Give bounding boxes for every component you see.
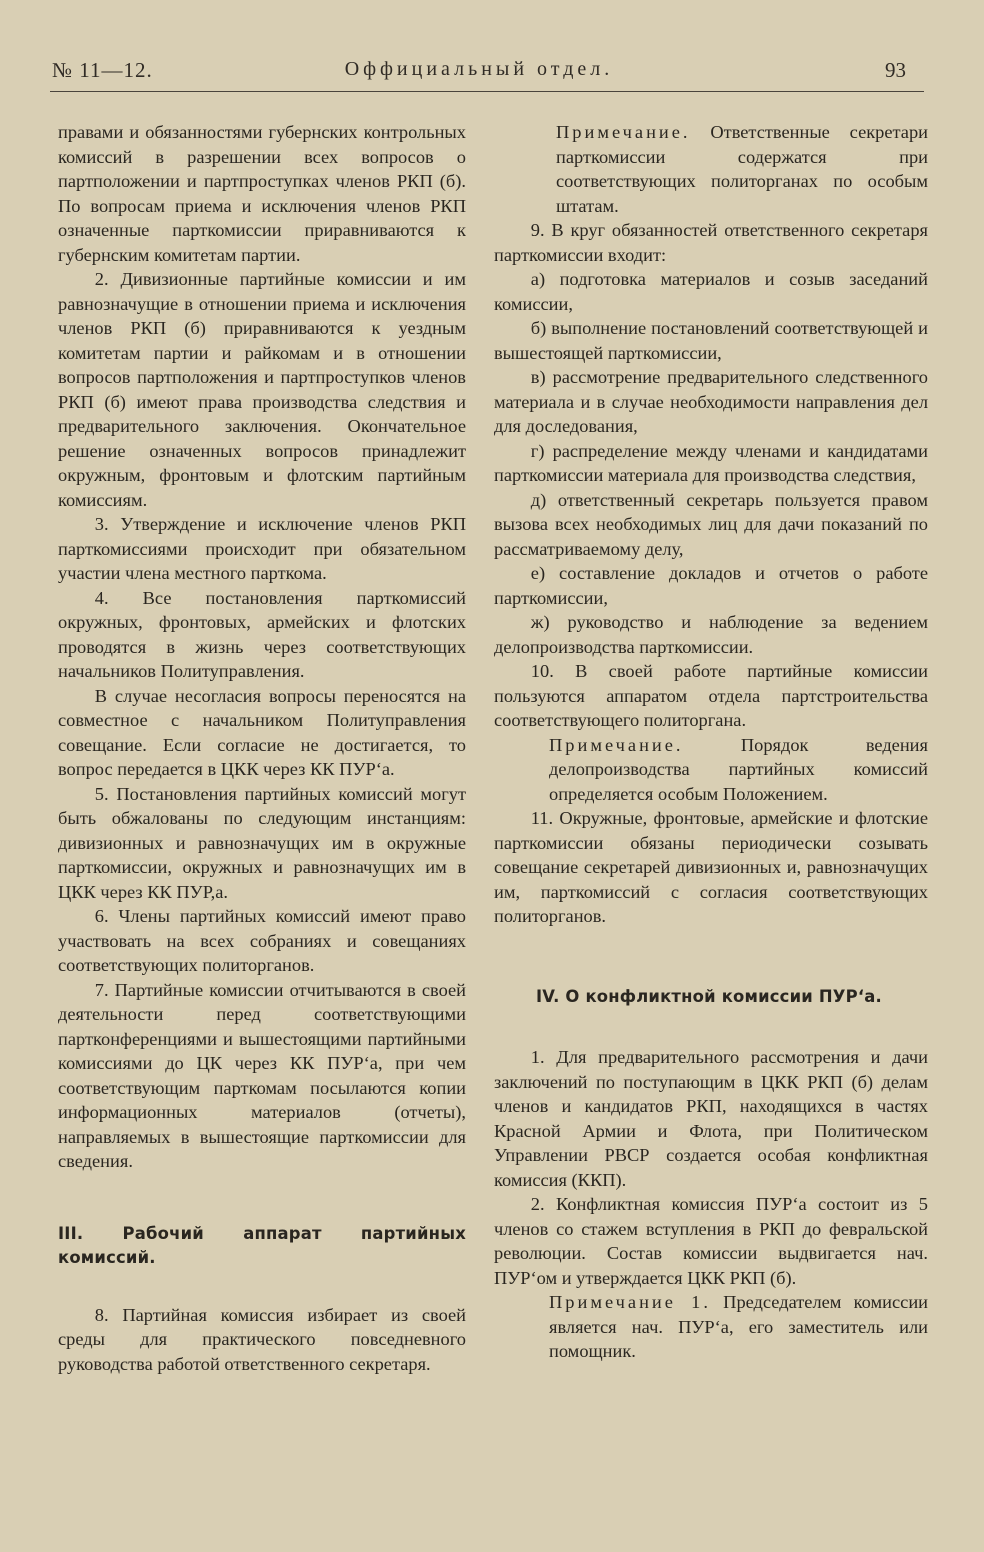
note-label: Примечание. [556,122,691,142]
paragraph-3: 3. Утверждение и исключение членов РКП парткомиссиями происходит при обязательном участии члена местного парткома. [58,514,466,583]
note-3 [494,1290,928,1364]
paragraph-iv-1: 1. Для предварительного рассмотрения и дачи заключений по поступающим в ЦКК РКП (б) делам членов и кандидатов РКП, находящихся в частях Красной Армии и Флота, при Политическом Управлении РВСР создается особая конфликтная комиссия (ККП). [494,1047,928,1190]
paragraph-4b: В случае несогласия вопросы переносятся на совместное с начальником Политуправления совещание. Если согласие не достигается, то вопрос передается в ЦКК через КК ПУР‘а. [58,685,466,779]
paragraph-2: 2. Дивизионные партийные комиссии и им равнозначущие в отношении приема и исключения членов РКП (б) приравниваются к уездным комитетам партии и райкомам и в отношении вопросов партположения и партпроступков членов РКП (б) имеют права производства следствия и предварительного заключения. Окончательное решение означенных вопросов принадлежит окружным, фронтовым и флотским партийным комиссиям. [58,269,466,510]
left-column [58,120,466,1376]
paragraph-5: 5. Постановления партийных комиссий могут быть обжалованы по следующим инстанциям: дивизионных и равнозначущих им в окружные парткомиссии, окружных и равнозначущих им в ЦКК через КК ПУР,а. [58,783,466,902]
list-item: в) рассмотрение предварительного следственного материала и в случае необходимости направления дел для доследования, [494,367,928,436]
paragraph-11: 11. Окружные, фронтовые, армейские и флотские парткомиссии обязаны периодически созывать совещание секретарей дивизионных и, равнозначущих им, парткомиссий с согласия соответствующих политорганов. [494,808,928,926]
paragraph-6: 6. Члены партийных комиссий имеют право участвовать на всех собраниях и совещаниях соответствующих политорганов. [58,906,466,975]
note-text: Председателем комиссии является нач. ПУР‘а, его заместитель или помощник. [549,1292,928,1361]
paragraph-8: 8. Партийная комиссия избирает из своей среды для практического повседневного руководства работой ответственного секретаря. [58,1304,466,1374]
list-item: д) ответственный секретарь пользуется правом вызова всех необходимых лиц для дачи показаний по рассматриваемому делу, [494,489,928,559]
section-title: Оффициальный отдел. [344,58,614,80]
note-text: Порядок ведения делопроизводства партийных комиссий определяется особым Положением. [549,734,928,804]
list-item: ж) руководство и наблюдение за ведением делопроизводства парткомиссии. [494,612,928,657]
page-header [52,58,906,90]
header-rule [50,91,924,92]
issue-number: № 11—12. [52,58,153,82]
list-item: а) подготовка материалов и созыв заседаний комиссии, [494,269,928,314]
page-number: 93 [885,58,906,82]
note-text: Ответственные секретари парткомиссии содержатся при соответствующих политорганах по особым штатам. [556,122,928,216]
paragraph-continuation: правами и обязанностями губернских контрольных комиссий в разрешении всех вопросов о партположении и партпроступках членов РКП (б). По вопросам приема и исключения членов РКП означенные парткомиссии приравниваются к губернским комитетам партии. [58,122,466,265]
section-heading-4: IV. О конфликтной комиссии ПУР‘а. [536,986,882,1006]
list-item: б) выполнение постановлений соответствующей и вышестоящей парткомиссии, [494,318,928,363]
list-item: г) распределение между членами и кандидатами парткомиссии материала для производства следствия, [494,440,928,485]
paragraph-9: 9. В круг обязанностей ответственного секретаря парткомиссии входит: [494,220,928,265]
note-label: Примечание. [549,734,684,755]
paragraph-4: 4. Все постановления парткомиссий окружных, фронтовых, армейских и флотских проводятся в жизнь через соответствующих начальников Политуправления. [58,587,466,681]
paragraph-7: 7. Партийные комиссии отчитываются в своей деятельности перед соответствующими партконференциями и вышестоящими партийными комиссиями до ЦК через КК ПУР‘а, при чем соответствующим парткомам посылаются копии информационных материалов (отчеты), направляемых в вышестоящие парткомиссии для сведения. [58,979,466,1171]
right-column [494,120,928,1364]
paragraph-iv-2: 2. Конфликтная комиссия ПУР‘а состоит из 5 членов со стажем вступления в РКП до февральской революции. Состав комиссии выдвигается нач. ПУР‘ом и утверждается ЦКК РКП (б). [494,1194,928,1288]
note-1 [494,120,928,218]
section-heading-3: III. Рабочий аппарат партийных комиссий. [58,1223,466,1267]
note-2 [494,733,928,807]
list-item: е) составление докладов и отчетов о работе парткомиссии, [494,563,928,608]
paragraph-10: 10. В своей работе партийные комиссии пользуются аппаратом отдела партстроительства соответствующего политоргана. [494,661,928,730]
note-label: Примечание 1. [549,1292,711,1312]
